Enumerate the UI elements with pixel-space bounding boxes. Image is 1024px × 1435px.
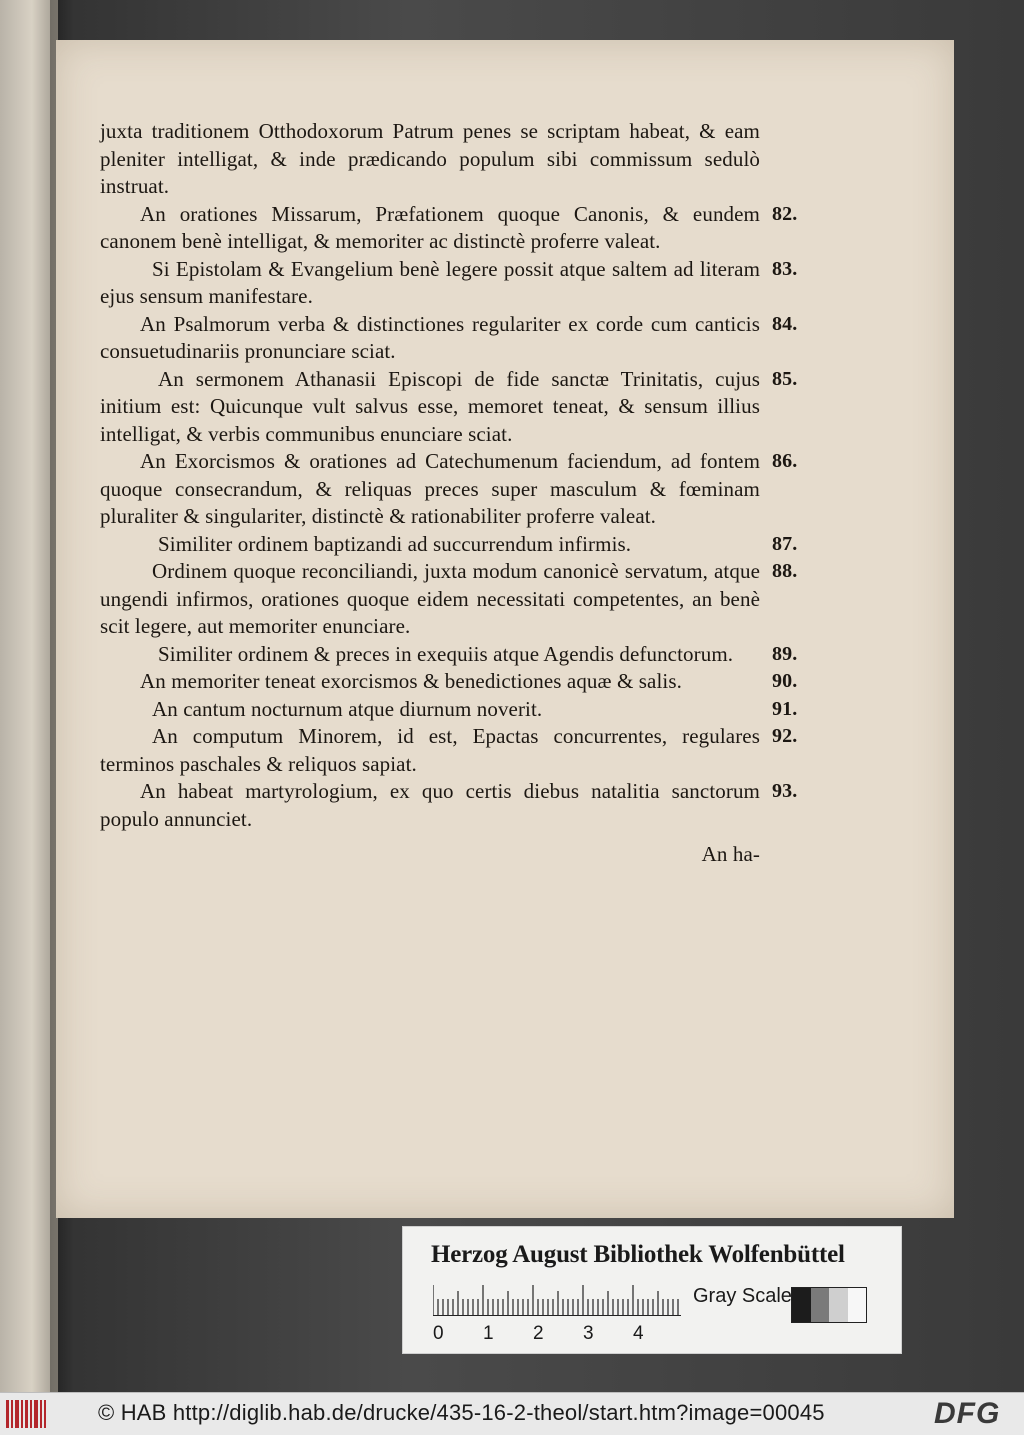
card-title: Herzog August Bibliothek Wolfenbüttel <box>431 1241 845 1268</box>
page-text-block <box>100 118 798 869</box>
ruler-labels <box>429 1323 689 1345</box>
entry-number: 86. <box>772 450 798 472</box>
entry-text: An computum Minorem, id est, Epactas concurrentes, regulares terminos paschales & reliquos sapiat. <box>100 724 760 776</box>
entry-text: An cantum nocturnum atque diurnum noverit. <box>152 696 543 721</box>
entry-number: 88. <box>772 560 798 582</box>
gray-scale-label: Gray Scale <box>693 1285 792 1307</box>
gray-swatch-step <box>829 1288 848 1322</box>
entry-text: An memoriter teneat exorcismos & benedictiones aquæ & salis. <box>140 669 682 693</box>
entry-text: An Exorcismos & orationes ad Catechumenum faciendum, ad fontem quoque consecrandum, & reliquas preces super masculum & fœminam pluraliter & singulariter, distinctè & rationabiliter proferre valeat. <box>100 449 760 528</box>
entry-number: 83. <box>772 257 798 280</box>
entry-number: 85. <box>772 367 798 390</box>
ruler-label: 0 <box>433 1323 444 1344</box>
ruler-label: 2 <box>533 1323 544 1344</box>
entry-85 <box>100 366 798 449</box>
entry-number: 82. <box>772 202 798 225</box>
entry-84 <box>100 311 798 366</box>
entry-text: Similiter ordinem baptizandi ad succurrendum infirmis. <box>158 531 632 556</box>
entry-number: 87. <box>772 532 798 555</box>
entry-number: 84. <box>772 312 798 335</box>
entry-text: Ordinem quoque reconciliandi, juxta modum canonicè servatum, atque ungendi infirmos, orationes quoque eidem necessitati competentes, an benè scit legere, aut memoriter enunciare. <box>100 559 760 638</box>
gray-swatch-step <box>848 1288 867 1322</box>
entry-92 <box>100 723 798 778</box>
gray-swatch-step <box>811 1288 830 1322</box>
entry-number: 90. <box>772 670 798 692</box>
gray-swatch-step <box>792 1288 811 1322</box>
ruler-label: 3 <box>583 1323 594 1344</box>
ruler-scale <box>433 1285 681 1316</box>
entry-continuation <box>100 118 760 201</box>
entry-text: Si Epistolam & Evangelium benè legere possit atque saltem ad literam ejus sensum manifestare. <box>100 256 760 308</box>
entry-83 <box>100 256 798 311</box>
entry-93 <box>100 778 798 833</box>
entry-89 <box>100 641 798 669</box>
footer-bar <box>0 1392 1024 1435</box>
ruler-label: 1 <box>483 1323 494 1344</box>
footer-url-text: © HAB http://diglib.hab.de/drucke/435-16-2-theol/start.htm?image=00045 <box>98 1400 825 1425</box>
entry-number: 93. <box>772 780 798 802</box>
entry-text: An sermonem Athanasii Episcopi de fide sanctæ Trinitatis, cujus initium est: Quicunque vult salvus esse, memoret teneat, & sensum illius intelligat, & verbis communibus enunciare sciat. <box>100 366 760 446</box>
entry-number: 92. <box>772 725 798 747</box>
entry-text: An Psalmorum verba & distinctiones regulariter ex corde cum canticis consuetudinariis pronunciare sciat. <box>100 311 760 363</box>
entry-text: An orationes Missarum, Præfationem quoque Canonis, & eundem canonem benè intelligat, & memoriter ac distinctè proferre valeat. <box>100 201 760 253</box>
book-page <box>56 40 954 1218</box>
entry-82 <box>100 201 798 256</box>
barcode-icon <box>6 1400 46 1428</box>
ruler-label: 4 <box>633 1323 644 1344</box>
dfg-logo: DFG <box>934 1397 1001 1430</box>
entry-90 <box>100 668 798 696</box>
entry-86 <box>100 448 798 531</box>
entry-text: juxta traditionem Otthodoxorum Patrum penes se scriptam habeat, & eam pleniter intelligat, & inde prædicando populum sibi commissum sedulò instruat. <box>100 119 760 198</box>
catchword: An ha- <box>701 842 760 866</box>
color-target-card <box>402 1226 902 1354</box>
entry-87 <box>100 531 798 559</box>
entry-text: Similiter ordinem & preces in exequiis atque Agendis defunctorum. <box>158 641 734 666</box>
entry-88 <box>100 558 798 641</box>
entry-number: 89. <box>772 642 798 665</box>
gray-scale-swatch <box>791 1287 867 1323</box>
entry-text: An habeat martyrologium, ex quo certis diebus natalitia sanctorum populo annunciet. <box>100 779 760 831</box>
entry-91 <box>100 696 798 724</box>
entry-number: 91. <box>772 697 798 720</box>
